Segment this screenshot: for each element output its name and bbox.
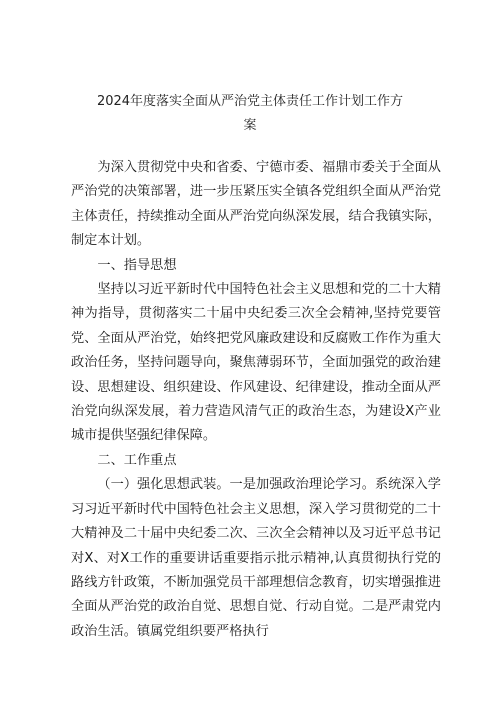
- intro-paragraph: 为深入贯彻党中央和省委、宁德市委、福鼎市委关于全面从严治党的决策部署，进一步压紧压实全镇各党组织全面从严治党主体责任，持续推动全面从严治党向纵深发展，结合我镇实际，制定本计划。: [71, 160, 441, 249]
- document-title-line2: 案: [243, 118, 257, 133]
- section1-paragraph: 坚持以习近平新时代中国特色社会主义思想和党的二十大精神为指导，贯彻落实二十届中央纪委三次全会精神,坚持党要管党、全面从严治党，始终把党风廉政建设和反腐败工作作为重大政治任务，坚持问题导向，聚焦薄弱环节，全面加强党的政治建设、思想建设、组织建设、作风建设、纪律建设，推动全面从严治党向纵深发展，着力营造风清气正的政治生态，为建设X产业城市提供坚强纪律保障。: [71, 282, 441, 444]
- section2-paragraph: （一）强化思想武装。一是加强政治理论学习。系统深入学习习近平新时代中国特色社会主义思想，深入学习贯彻党的二十大精神及二十届中央纪委二次、三次全会精神以及习近平总书记对X、对X工作的重要讲话重要指示批示精神,认真贯彻执行党的路线方针政策，不断加强党员干部理想信念教育，切实增强推进全面从严治党的政治自觉、思想自觉、行动自觉。二是严肃党内政治生活。镇属党组织要严格执行: [71, 477, 441, 639]
- section2-heading: 二、工作重点: [97, 452, 177, 468]
- document-body: [71, 156, 441, 644]
- document-title-line1: 2024年度落实全面从严治党主体责任工作计划工作方: [96, 94, 404, 109]
- section1-heading: 一、指导思想: [97, 257, 177, 273]
